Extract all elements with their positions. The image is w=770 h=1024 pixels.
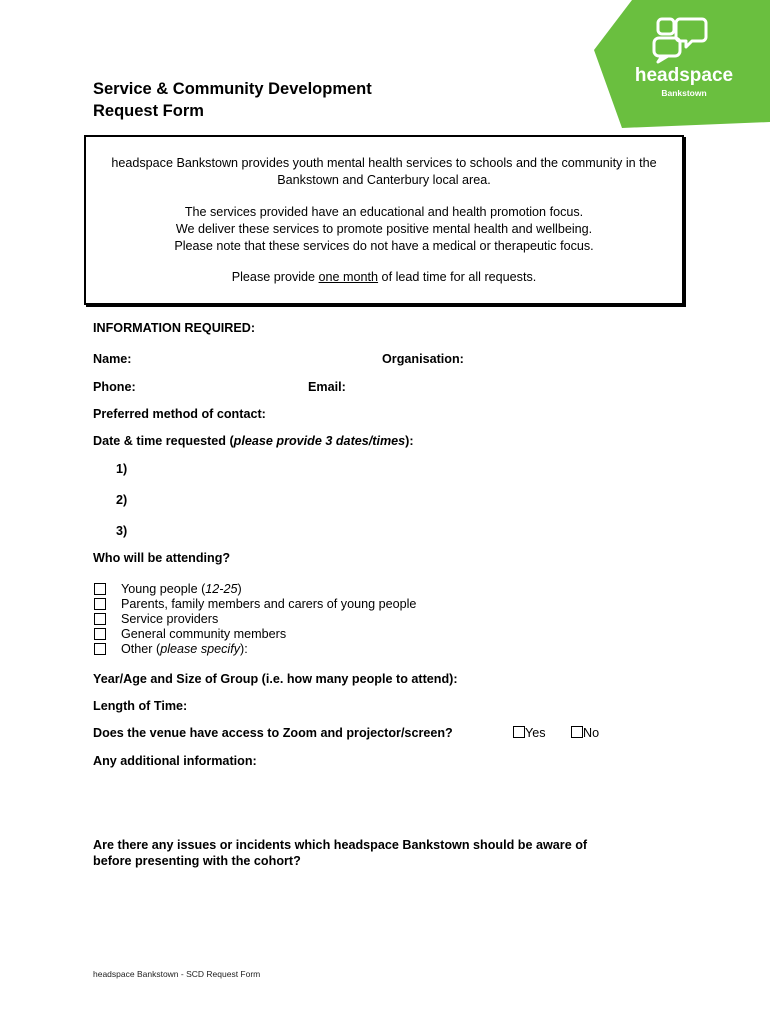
intro-line-2b: We deliver these services to promote positive mental health and wellbeing. — [175, 222, 593, 236]
service-providers-label: Service providers — [121, 612, 219, 626]
name-label: Name: — [93, 352, 132, 366]
logo-subtext: Bankstown — [661, 88, 707, 98]
page-footer: headspace Bankstown - SCD Request Form — [93, 969, 261, 979]
intro-line-2c: Please note that these services do not have a medical or therapeutic focus. — [174, 239, 594, 253]
young-pre: Young people ( — [121, 582, 206, 596]
logo-badge — [592, 0, 770, 130]
lead-time-emphasis: one month — [318, 270, 379, 284]
community-checkbox[interactable] — [94, 628, 106, 640]
group-size-label: Year/Age and Size of Group (i.e. how many people to attend): — [93, 672, 458, 686]
venue-question-label: Does the venue have access to Zoom and projector/screen? — [93, 726, 453, 740]
other-checkbox[interactable] — [94, 643, 106, 655]
community-label: General community members — [121, 627, 287, 641]
intro-line-2a: The services provided have an educational and health promotion focus. — [184, 205, 584, 219]
other-post: ): — [240, 642, 248, 656]
page-title — [93, 78, 372, 122]
date-label-emphasis: please provide 3 dates/times — [233, 434, 406, 448]
intro-box — [84, 135, 684, 305]
other-label — [121, 642, 248, 657]
venue-yes-option[interactable] — [513, 726, 546, 741]
email-label: Email: — [308, 380, 346, 394]
issues-label-line-1: Are there any issues or incidents which headspace Bankstown should be aware of — [93, 838, 588, 852]
intro-paragraph-1: headspace Bankstown provides youth mental health services to schools and the community in the Bankstown and Canterbury local area. — [111, 156, 657, 187]
young-post: ) — [237, 582, 242, 596]
organisation-label: Organisation: — [382, 352, 464, 366]
issues-label — [93, 837, 587, 869]
young-people-label — [121, 582, 242, 597]
service-providers-checkbox[interactable] — [94, 613, 106, 625]
young-people-checkbox[interactable] — [94, 583, 106, 595]
intro-paragraph-2 — [92, 204, 676, 255]
parents-label: Parents, family members and carers of young people — [121, 597, 417, 611]
headspace-logo — [592, 0, 770, 130]
additional-info-label: Any additional information: — [93, 754, 257, 768]
date-time-label — [93, 434, 414, 448]
date-option-1: 1) — [116, 462, 128, 476]
issues-label-line-2: before presenting with the cohort? — [93, 854, 301, 868]
section-heading: INFORMATION REQUIRED: — [93, 321, 256, 335]
venue-yes-checkbox[interactable] — [513, 726, 525, 738]
phone-label: Phone: — [93, 380, 136, 394]
lead-time-pre: Please provide — [231, 270, 319, 284]
date-option-2: 2) — [116, 493, 128, 507]
venue-no-option[interactable] — [571, 726, 599, 741]
intro-paragraph-3 — [92, 269, 676, 286]
other-emphasis: please specify — [160, 642, 241, 656]
title-line-2: Request Form — [93, 102, 204, 120]
attending-label: Who will be attending? — [93, 551, 231, 565]
title-line-1: Service & Community Development — [93, 80, 372, 98]
date-label-pre: Date & time requested ( — [93, 434, 234, 448]
lead-time-post: of lead time for all requests. — [378, 270, 537, 284]
logo-text: headspace — [634, 65, 734, 86]
other-pre: Other ( — [121, 642, 161, 656]
date-label-post: ): — [405, 434, 414, 448]
date-option-3: 3) — [116, 524, 128, 538]
venue-no-label: No — [583, 726, 600, 740]
venue-no-checkbox[interactable] — [571, 726, 583, 738]
length-of-time-label: Length of Time: — [93, 699, 188, 713]
parents-checkbox[interactable] — [94, 598, 106, 610]
young-age-range: 12-25 — [205, 582, 238, 596]
venue-yes-label: Yes — [525, 726, 546, 740]
contact-method-label: Preferred method of contact: — [93, 407, 266, 421]
